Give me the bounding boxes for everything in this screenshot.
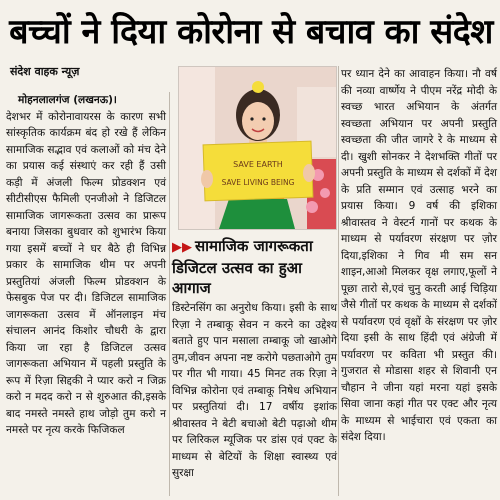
article-text-3: पर ध्यान देने का आवाहन किया। नौ वर्ष की नव्या वार्ष्णेय ने पीएम नरेंद्र मोदी के स्वच्छ भारत अभियान के अंतर्गत स्वच्छता अभियान पर अपनी प्रस्तुति स्वच्छता की जीत जागरे रे के माध्यम से दी। खुशी सोनकर ने देशभक्ति गीतों पर अपनी प्रस्तुति के माध्यम से दर्शकों में देश के प्रति सम्मान एवं उत्साह भरने का प्रयास किया। 9 वर्ष की इशिका श्रीवास्तव ने वेस्टर्न गानों पर कथक के माध्यम से पर्यावरण संरक्षण पर ज़ोर दिया,इशिका ने गिव मी सम सन शाइन,आओ मिलकर वृक्ष लगाए,फूलों ने पूछा तारो से,एवं चुनु करती आई चिड़िया जैसे गीतों पर कथक के माध्यम से दर्शकों से पर्यावरण एवं वृक्षों के संरक्षण पर ज़ोर दिया इसी के साथ हिंदी एवं अंग्रेजी में पर्यावरण पर कविता भी प्रस्तुत की।गुजरात से मोडासा शहर से शिवानी एन चौहान ने जीना यहां मरना यहां इसके सिवा जाना कहां गीत पर एक्ट और नृत्य के माध्यम से भाईचारा एवं एकता का संदेश दिया। — [341, 68, 497, 443]
article-column-2 — [172, 300, 337, 482]
double-arrow-icon: ▶▶ — [172, 240, 192, 255]
article-photo — [178, 66, 337, 230]
sign-text-line-1: SAVE EARTH — [233, 160, 283, 169]
subheading — [172, 236, 337, 298]
column-divider — [169, 92, 170, 496]
article-text-1: देशभर में कोरोनावायरस के कारण सभी सांस्कृतिक कार्यक्रम बंद हो रखे हैं लेकिन सामाजिक सद्भाव एवं कलाओं को मंच देने का प्रयास कई संस्थाएं कर रही हैं उसी कड़ी में अंजली फिल्म प्रोडक्शन एवं सीटीसीएस फैमिली एनजीओ ने डिजिटल सामाजिक जागरूकता उत्सव का प्रारूप बनाया जिसका बुधवार को शुभारंभ किया गया इसमें बच्चों ने घर बैठे ही विभिन्न प्रकार के सामाजिक थीम पर अपनी प्रस्तुतियां अंजली फिल्म प्रोडक्शन के फेसबुक पेज पर दी। डिजिटल सामाजिक जागरूकता उत्सव में ऑनलाइन मंच संचालन आनंद किशोर चौधरी के द्वारा किया जा रहा है डिजिटल उत्सव जागरूकता अभियान में पहली प्रस्तुति के रूप में रिज़ा सिद्दकी ने प्यार करो न जिक्र करो न मदद करो न से शुरुआत की,इसके बाद नमस्ते नमस्ते हाथ जोड़ो तुम करो न नमस्ते पर नृत्य करके फिजिकल — [6, 110, 166, 436]
subheading-text: सामाजिक जागरूकता डिजिटल उत्सव का हुआ आगाज — [172, 237, 313, 297]
child-holding-sign-image — [179, 67, 336, 229]
sign-text-line-2: SAVE LIVING BEING — [221, 178, 295, 187]
byline: संदेश वाहक न्यूज़ — [10, 65, 80, 78]
dateline: मोहनलालगंज (लखनऊ)। — [18, 94, 117, 106]
article-column-1 — [6, 92, 166, 439]
column-divider — [338, 66, 339, 496]
article-text-2: डिस्टेनसिंग का अनुरोध किया। इसी के साथ रिज़ा ने तम्बाकू सेवन न करने का उद्देश्य बताते हुए पान मसाला तम्बाकू जो खाओगे तुम,जीवन अपना नष्ट करोगे पछताओगे तुम पर गीत भी गाया। 45 मिनट तक रिज़ा ने विभिन्न कोरोना एवं तम्बाकू निषेध अभियान पर प्रस्तुतियां दी। 17 वर्षीय इशांक श्रीवास्तव ने बेटी बचाओ बेटी पढ़ाओ थीम पर लिरिकल म्यूजिक पर डांस एवं एक्ट के माध्यम से बेटियों के शिक्षा स्वास्थ्य एवं सुरक्षा — [172, 302, 337, 479]
article-column-3 — [341, 66, 497, 446]
headline: बच्चों ने दिया कोरोना से बचाव का संदेश — [9, 12, 493, 52]
